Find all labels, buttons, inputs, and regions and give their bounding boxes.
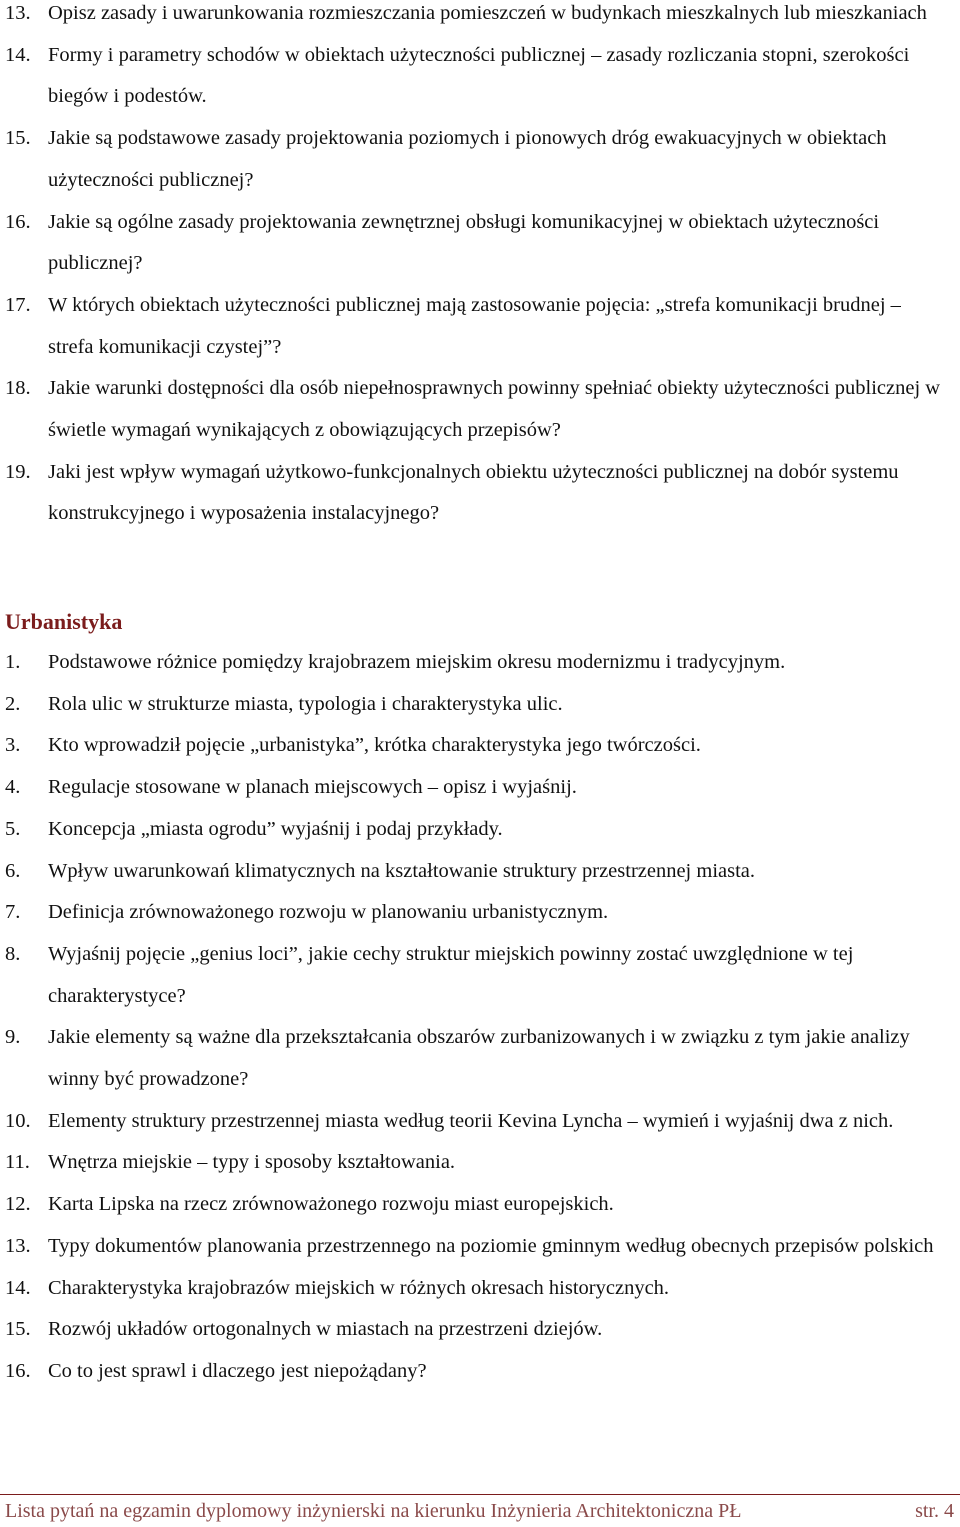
item-number: 14. (5, 1276, 31, 1299)
item-number: 15. (5, 127, 31, 150)
item-text: Definicja zrównoważonego rozwoju w planowaniu urbanistycznym. (48, 901, 609, 924)
list-item (0, 642, 960, 684)
item-number: 1. (5, 651, 21, 673)
item-text: Rozwój układów ortogonalnych w miastach na przestrzeni dziejów. (48, 1318, 603, 1341)
question-list-architecture (0, 0, 960, 535)
item-text: Charakterystyka krajobrazów miejskich w różnych okresach historycznych. (48, 1276, 670, 1299)
list-item (0, 892, 960, 934)
item-number: 19. (5, 460, 31, 483)
list-item (0, 1017, 960, 1100)
item-text: Wpływ uwarunkowań klimatycznych na kształtowanie struktury przestrzennej miasta. (48, 859, 756, 882)
list-item (0, 1184, 960, 1226)
item-text: Kto wprowadził pojęcie „urbanistyka”, krótka charakterystyka jego twórczości. (48, 734, 701, 757)
list-item (0, 202, 960, 285)
list-item (0, 1101, 960, 1143)
section-heading-urbanistyka: Urbanistyka (5, 609, 123, 634)
item-number: 10. (5, 1109, 31, 1132)
item-text: Jakie są ogólne zasady projektowania zewnętrznej obsługi komunikacyjnej w obiektach użyteczności publicznej? (48, 210, 880, 275)
footer-title: Lista pytań na egzamin dyplomowy inżynierski na kierunku Inżynieria Architektoniczna PŁ (5, 1499, 742, 1522)
list-item (0, 285, 960, 368)
item-number: 16. (5, 1359, 31, 1382)
item-number: 7. (5, 901, 21, 924)
list-item (0, 934, 960, 1017)
list-item (0, 851, 960, 893)
list-item (0, 684, 960, 726)
item-text: Koncepcja „miasta ogrodu” wyjaśnij i podaj przykłady. (48, 817, 503, 840)
item-text: Podstawowe różnice pomiędzy krajobrazem miejskim okresu modernizmu i tradycyjnym. (48, 651, 786, 673)
item-number: 9. (5, 1026, 21, 1049)
item-number: 16. (5, 210, 31, 233)
item-text: Typy dokumentów planowania przestrzennego na poziomie gminnym według obecnych przepisów polskich (48, 1234, 934, 1257)
item-text: Jakie są podstawowe zasady projektowania poziomych i pionowych dróg ewakuacyjnych w obiektach użyteczności publicznej? (48, 127, 887, 191)
list-item (0, 118, 960, 201)
item-text: Co to jest sprawl i dlaczego jest niepożądany? (48, 1359, 427, 1382)
list-item (0, 767, 960, 809)
item-text: Opisz zasady i uwarunkowania rozmieszczania pomieszczeń w budynkach mieszkalnych lub mieszkaniach (48, 2, 927, 24)
item-number: 18. (5, 377, 31, 400)
item-text: Formy i parametry schodów w obiektach użyteczności publicznej – zasady rozliczania stopni, szerokości biegów i podestów. (48, 43, 910, 108)
item-number: 5. (5, 817, 21, 840)
item-number: 4. (5, 776, 21, 799)
list-item (0, 1226, 960, 1268)
item-number: 3. (5, 734, 21, 757)
list-item (0, 1309, 960, 1351)
item-number: 13. (5, 1234, 31, 1257)
list-item (0, 1142, 960, 1184)
item-number: 11. (5, 1151, 30, 1174)
page-number: str. 4 (915, 1499, 954, 1522)
item-number: 17. (5, 293, 31, 316)
list-item (0, 452, 960, 535)
item-number: 13. (5, 2, 31, 24)
item-number: 12. (5, 1193, 31, 1216)
list-item (0, 1268, 960, 1310)
list-item (0, 1351, 960, 1393)
question-list-urbanistyka (0, 642, 960, 1393)
item-text: Wyjaśnij pojęcie „genius loci”, jakie cechy struktur miejskich powinny zostać uwzględnione w tej charakterystyce? (48, 942, 854, 1007)
item-text: Wnętrza miejskie – typy i sposoby kształtowania. (48, 1151, 456, 1174)
item-text: Karta Lipska na rzecz zrównoważonego rozwoju miast europejskich. (48, 1193, 614, 1216)
item-number: 8. (5, 942, 21, 965)
page-footer (0, 1494, 960, 1527)
item-number: 6. (5, 859, 21, 882)
item-text: Rola ulic w strukturze miasta, typologia i charakterystyka ulic. (48, 692, 563, 715)
item-text: W których obiektach użyteczności publicznej mają zastosowanie pojęcia: „strefa komunikacji brudnej – strefa komunikacji czystej”? (48, 293, 901, 358)
item-number: 2. (5, 692, 21, 715)
item-text: Jakie warunki dostępności dla osób niepełnosprawnych powinny spełniać obiekty użyteczności publicznej w świetle wymagań wynikających z obowiązujących przepisów? (48, 377, 941, 442)
list-item (0, 0, 960, 35)
item-text: Jakie elementy są ważne dla przekształcania obszarów zurbanizowanych i w związku z tym jakie analizy winny być prowadzone? (48, 1026, 910, 1091)
item-number: 14. (5, 43, 31, 66)
item-number: 15. (5, 1318, 31, 1341)
list-item (0, 368, 960, 451)
item-text: Jaki jest wpływ wymagań użytkowo-funkcjonalnych obiektu użyteczności publicznej na dobór systemu konstrukcyjnego i wyposażenia instalacyjnego? (48, 460, 899, 525)
item-text: Regulacje stosowane w planach miejscowych – opisz i wyjaśnij. (48, 776, 577, 799)
list-item (0, 35, 960, 118)
list-item (0, 809, 960, 851)
item-text: Elementy struktury przestrzennej miasta według teorii Kevina Lyncha – wymień i wyjaśnij dwa z nich. (48, 1109, 894, 1132)
list-item (0, 725, 960, 767)
